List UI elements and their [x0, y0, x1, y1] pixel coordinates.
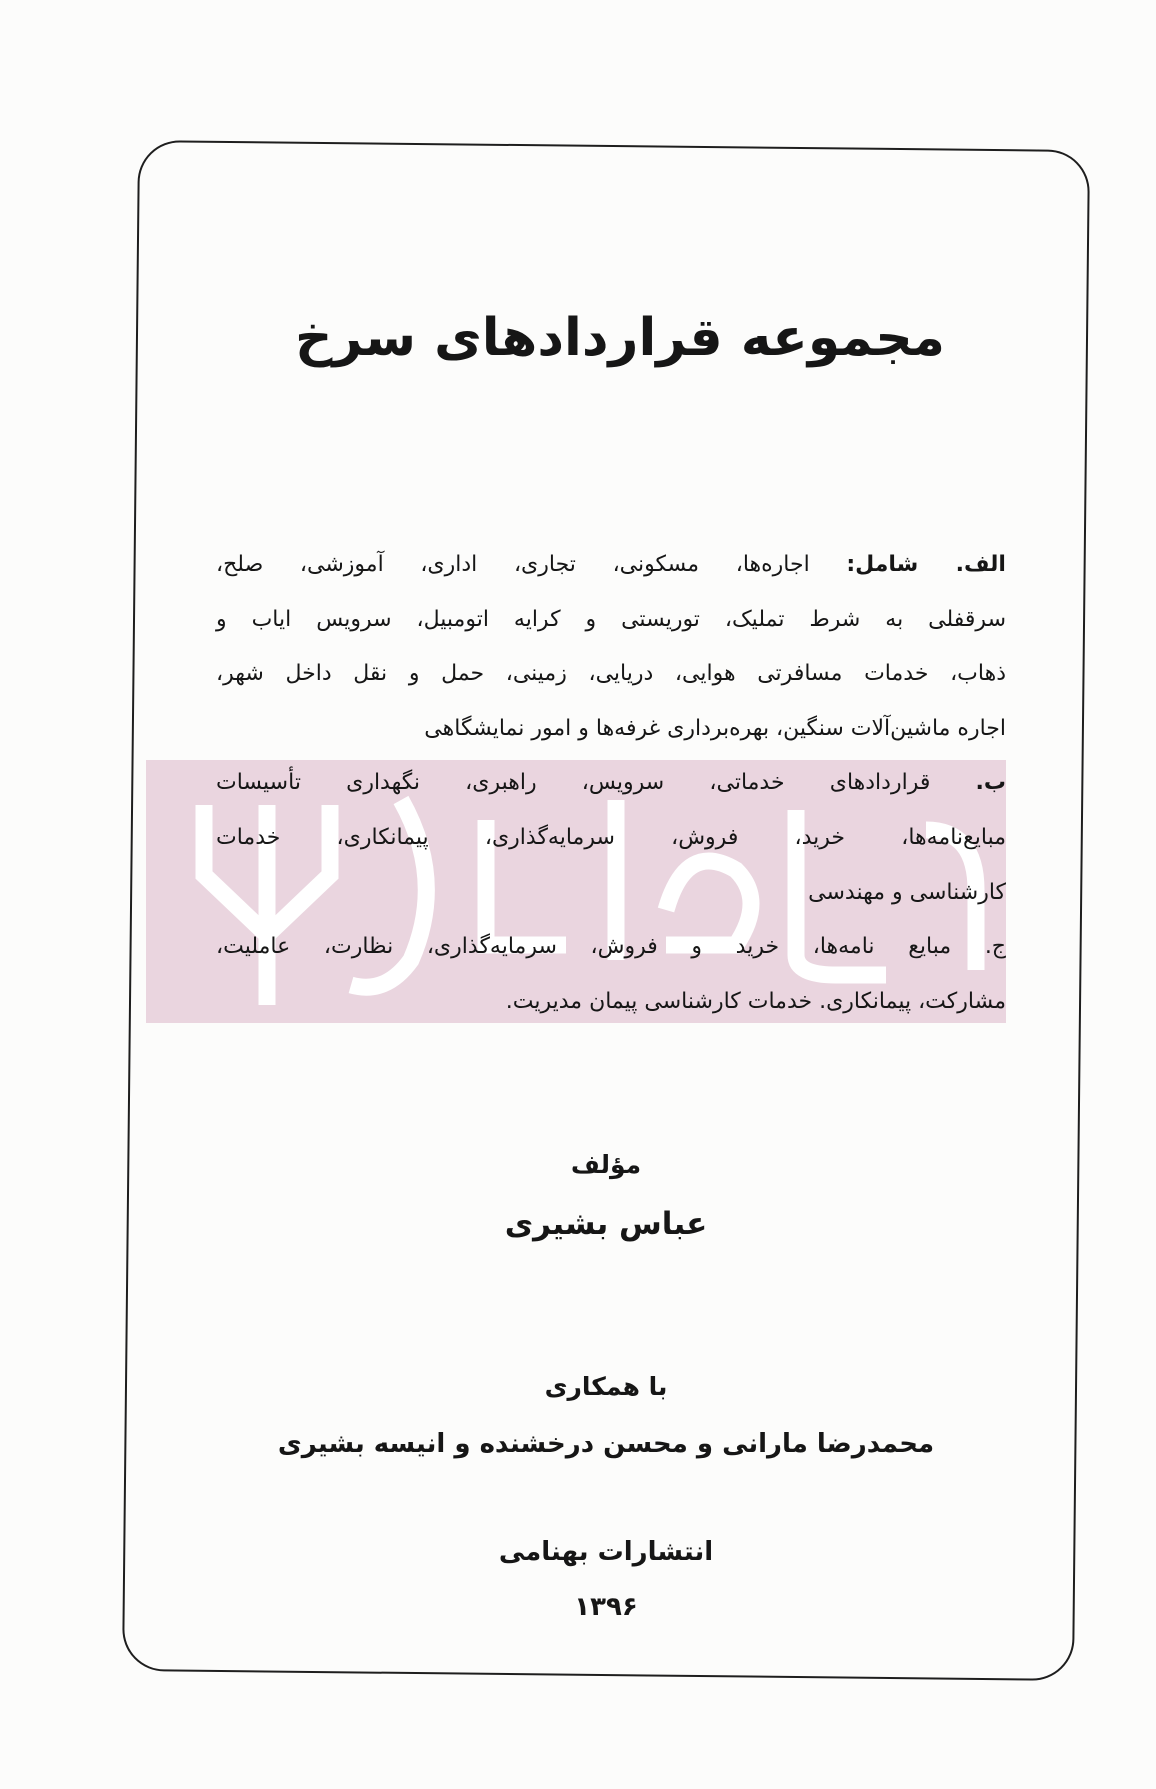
- clause-a-label: الف. شامل:: [846, 552, 1006, 577]
- clause-b-line-3: کارشناسی و مهندسی: [808, 879, 1006, 905]
- clause-a-line-1: [216, 538, 1006, 593]
- clause-b-label: ب.: [975, 770, 1007, 796]
- book-title: مجموعه قراردادهای سرخ: [295, 308, 945, 368]
- clause-c-line-1: [216, 920, 1006, 975]
- contents-description: [216, 538, 1006, 1029]
- clause-a-text-1: اجاره‌ها، مسکونی، تجاری، اداری، آموزشی، صلح،: [216, 552, 810, 577]
- clause-a-line-2: سرقفلی به شرط تملیک، توریستی و کرایه اتومبیل، سرویس ایاب و: [216, 606, 1006, 632]
- collaborator-names: محمدرضا مارانی و محسن درخشنده و انیسه بشیری: [277, 1429, 935, 1459]
- publication-year: ۱۳۹۶: [574, 1592, 638, 1622]
- publisher-name: انتشارات بهنامی: [498, 1537, 714, 1567]
- clause-c-label: ج.: [984, 934, 1007, 960]
- author-label: مؤلف: [570, 1150, 642, 1179]
- clause-b-text-1: قراردادهای خدماتی، سرویس، راهبری، نگهداری تأسیسات: [216, 770, 931, 796]
- clause-b-line-1: [216, 756, 1006, 811]
- clause-a-line-3: ذهاب، خدمات مسافرتی هوایی، دریایی، زمینی، حمل و نقل داخل شهر،: [216, 661, 1006, 687]
- author-name: عباس بشیری: [504, 1206, 708, 1242]
- clause-b-line-2: مبایع‌نامه‌ها، خرید، فروش، سرمایه‌گذاری، پیمانکاری، خدمات: [216, 824, 1006, 850]
- clause-a-line-4: اجاره ماشین‌آلات سنگین، بهره‌برداری غرفه‌ها و امور نمایشگاهی: [424, 715, 1006, 741]
- clause-c-line-2: مشارکت، پیمانکاری. خدمات کارشناسی پیمان مدیریت.: [505, 988, 1006, 1014]
- clause-c-text-1: مبایع نامه‌ها، خرید و فروش، سرمایه‌گذاری، نظارت، عاملیت،: [216, 934, 952, 960]
- collaboration-label: با همکاری: [544, 1372, 668, 1401]
